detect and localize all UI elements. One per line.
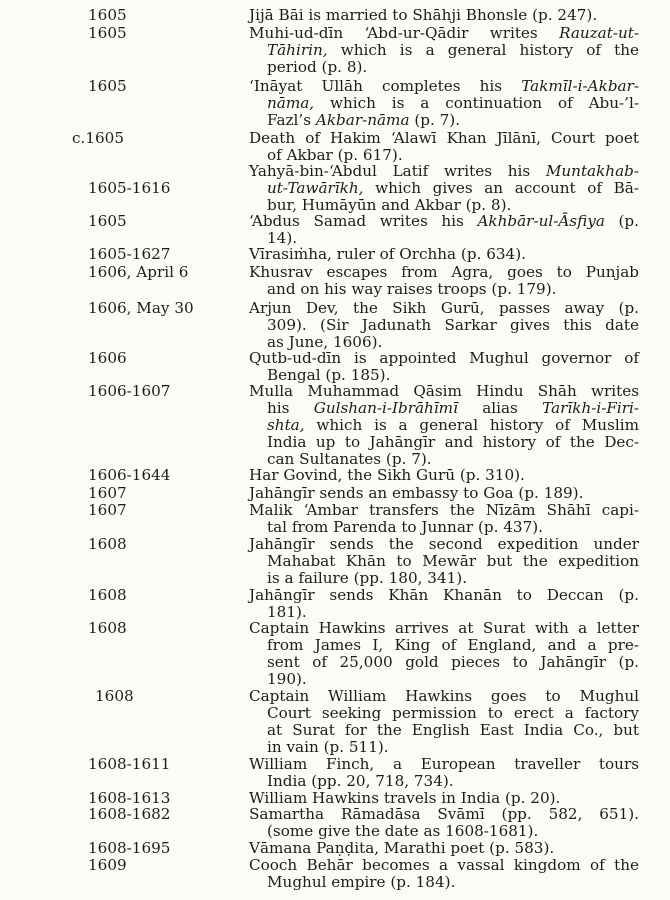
entry-line: and on his way raises troops (p. 179). (267, 280, 557, 298)
entry-line: Jahāngīr sends the second expedition under (249, 535, 639, 553)
entry-description (249, 536, 639, 587)
entry-line: Tāhirin, which is a general history of the (267, 41, 639, 59)
entry-line: Har Govind, the Sikh Gurū (p. 310). (249, 466, 525, 484)
entry-line: Death of Hakim ‘Alawī Khan Jīlānī, Court poet (249, 129, 639, 147)
entry-date: 1608-1695 (88, 839, 171, 857)
entry-description (249, 383, 639, 468)
entry-line: bur, Humāyūn and Akbar (p. 8). (267, 196, 512, 214)
entry-line: India (pp. 20, 718, 734). (267, 772, 454, 790)
entry-date: 1605-1627 (88, 245, 171, 263)
entry-description (249, 502, 639, 536)
entry-date: 1608-1611 (88, 755, 171, 773)
entry-line: Mulla Muhammad Qāsim Hindu Shāh writes (249, 382, 639, 400)
entry-line: Samartha Rāmadāsa Svāmī (pp. 582, 651). (249, 805, 639, 823)
entry-line: Muhi-ud-dīn ‘Abd-ur-Qādir writes Rauzat-ut- (249, 24, 639, 42)
entry-description (249, 246, 639, 263)
entry-description (249, 688, 639, 756)
entry-line: 14). (267, 229, 298, 247)
entry-date: 1605 (88, 6, 127, 24)
entry-line: Mahabat Khān to Mewār but the expedition (267, 552, 639, 570)
entry-line: 190). (267, 670, 307, 688)
entry-line: Captain William Hawkins goes to Mughul (249, 687, 639, 705)
entry-line: ut-Tawārīkh, which gives an account of Bā- (267, 179, 639, 197)
entry-line: nāma, which is a continuation of Abu-’l- (267, 94, 639, 112)
entry-line: Court seeking permission to erect a factory (267, 704, 639, 722)
entry-description (249, 467, 639, 484)
entry-date: 1608-1613 (88, 789, 171, 807)
entry-line: Jijā Bāi is married to Shāhji Bhonsle (p. 247). (249, 6, 598, 24)
entry-date: 1605 (88, 212, 127, 230)
entry-line: 181). (267, 603, 307, 621)
entry-date: 1606, May 30 (88, 299, 194, 317)
entry-date: 1606, April 6 (88, 263, 189, 281)
entry-line: as June, 1606). (267, 333, 383, 351)
entry-line: Vāmana Paṇḍita, Marathi poet (p. 583). (249, 839, 555, 857)
entry-line: Qutb-ud-dīn is appointed Mughul governor of (249, 349, 639, 367)
entry-line: shta, which is a general history of Muslim (267, 416, 639, 434)
entry-date: 1605 (88, 77, 127, 95)
entry-date: 1606 (88, 349, 127, 367)
entry-description (249, 300, 639, 351)
entry-description (249, 213, 639, 247)
entry-date: 1605-1616 (88, 179, 171, 197)
entry-line: William Hawkins travels in India (p. 20). (249, 789, 561, 807)
entry-line: Cooch Behār becomes a vassal kingdom of the (249, 856, 639, 874)
entry-description (249, 7, 639, 24)
entry-description (249, 25, 639, 76)
entry-description (249, 485, 639, 502)
entry-line: Jahāngīr sends an embassy to Goa (p. 189). (249, 484, 584, 502)
entry-line: Vīrasiṁha, ruler of Orchha (p. 634). (249, 245, 526, 263)
entry-date: 1606-1607 (88, 382, 171, 400)
entry-description (249, 620, 639, 688)
entry-date: 1608-1682 (88, 805, 171, 823)
entry-date: c.1605 (72, 129, 124, 147)
entry-line: Bengal (p. 185). (267, 366, 391, 384)
entry-line: 309). (Sir Jadunath Sarkar gives this date (267, 316, 639, 334)
entry-line: sent of 25,000 gold pieces to Jahāngīr (p. (267, 653, 639, 671)
entry-date: 1608 (88, 535, 127, 553)
entry-line: Khusrav escapes from Agra, goes to Punjab (249, 263, 639, 281)
entry-description (249, 857, 639, 891)
entry-line: period (p. 8). (267, 58, 368, 76)
entry-line: his Gulshan-i-Ibrāhīmī alias Tarīkh-i-Firi- (267, 399, 639, 417)
entry-line: Jahāngīr sends Khān Khanān to Deccan (p. (249, 586, 639, 604)
entry-date: 1608 (95, 687, 134, 705)
entry-line: can Sultanates (p. 7). (267, 450, 432, 468)
entry-line: Arjun Dev, the Sikh Gurū, passes away (p. (249, 299, 639, 317)
entry-line: India up to Jahāngīr and history of the Dec- (267, 433, 639, 451)
entry-line: at Surat for the English East India Co., but (267, 721, 639, 739)
entry-line: from James I, King of England, and a pre- (267, 636, 639, 654)
entry-date: 1606-1644 (88, 466, 171, 484)
entry-description (249, 587, 639, 621)
entry-line: (some give the date as 1608-1681). (267, 822, 539, 840)
entry-description (249, 264, 639, 298)
entry-description (249, 78, 639, 129)
entry-description (249, 350, 639, 384)
entry-line: ‘Abdus Samad writes his Akhbār-ul-Āsfiya (p. (249, 212, 639, 230)
entry-line: in vain (p. 511). (267, 738, 389, 756)
entry-description (249, 130, 639, 164)
entry-date: 1607 (88, 501, 127, 519)
entry-description (249, 806, 639, 840)
entry-line: is a failure (pp. 180, 341). (267, 569, 468, 587)
entry-date: 1608 (88, 619, 127, 637)
entry-line: Fazl’s Akbar-nāma (p. 7). (267, 111, 461, 129)
entry-description (249, 756, 639, 790)
entry-line: Captain Hawkins arrives at Surat with a letter (249, 619, 639, 637)
entry-description (249, 163, 639, 214)
entry-date: 1605 (88, 24, 127, 42)
entry-date: 1607 (88, 484, 127, 502)
entry-line: of Akbar (p. 617). (267, 146, 403, 164)
entry-date: 1609 (88, 856, 127, 874)
entry-line: Malik ‘Ambar transfers the Nīzām Shāhī capi- (249, 501, 639, 519)
entry-line: ‘Ināyat Ullāh completes his Takmīl-i-Akbar- (249, 77, 639, 95)
entry-line: tal from Parenda to Junnar (p. 437). (267, 518, 544, 536)
entry-line: William Finch, a European traveller tours (249, 755, 639, 773)
entry-description (249, 840, 639, 857)
entry-date: 1608 (88, 586, 127, 604)
entry-line: Mughul empire (p. 184). (267, 873, 456, 891)
entry-line: Yahyā-bin-‘Abdul Latif writes his Muntakhab- (249, 162, 639, 180)
